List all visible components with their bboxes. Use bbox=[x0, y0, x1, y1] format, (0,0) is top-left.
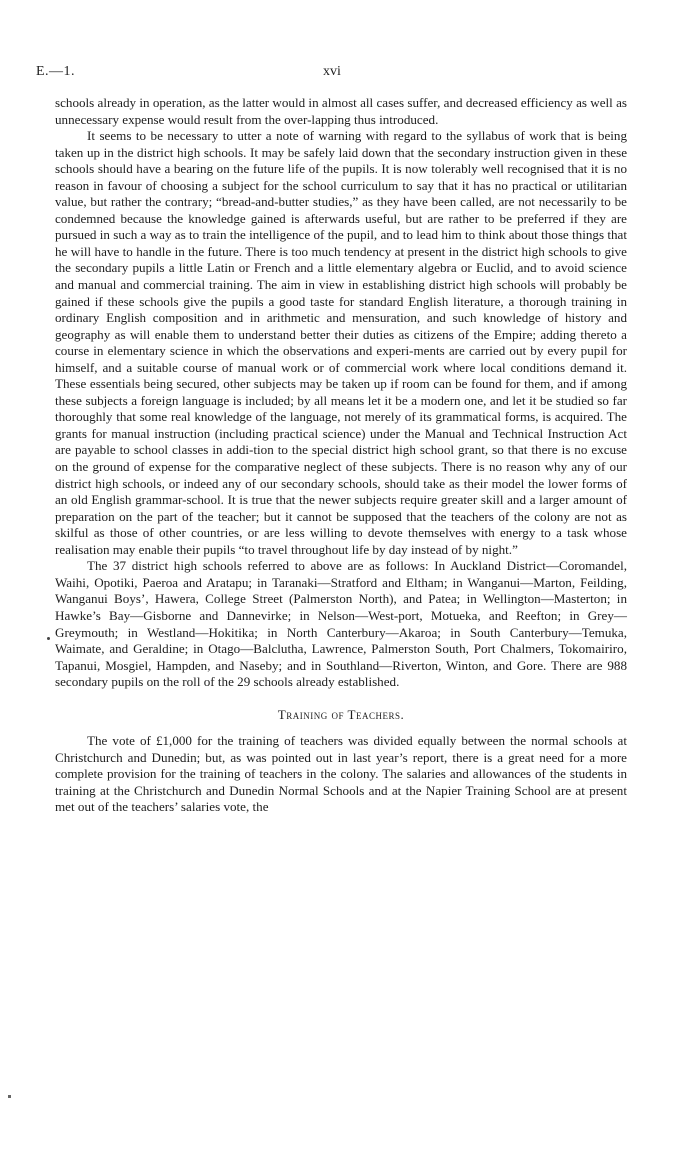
body-text bbox=[55, 95, 627, 816]
page-header bbox=[36, 64, 628, 84]
page-number: xvi bbox=[323, 64, 341, 79]
scan-edge-mark bbox=[8, 1095, 11, 1098]
document-reference: E.—1. bbox=[36, 64, 76, 79]
paragraph-school-list: The 37 district high schools referred to above are as follows: In Auckland District—Coromandel, Waihi, Opotiki, Paeroa and Aratapu; in Taranaki—Stratford and Eltham; in Wanganui—Marton, Feilding, Wanganui Boys’, Hawera, College Street (Palmerston North), and Patea; in Wellington—Masterton; in Hawke’s Bay—Gisborne and Dannevirke; in Nelson—West-port, Motueka, and Reefton; in Grey—Greymouth; in Westland—Hokitika; in North Canterbury—Akaroa; in South Canterbury—Temuka, Waimate, and Geraldine; in Otago—Balclutha, Lawrence, Palmerston South, Port Chalmers, Tokomairiro, Tapanui, Mosgiel, Hampden, and Naseby; and in Southland—Riverton, Winton, and Gore. There are 988 secondary pupils on the roll of the 29 schools already established. bbox=[55, 558, 627, 690]
paragraph-continued: schools already in operation, as the latter would in almost all cases suffer, and decreased efficiency as well as unnecessary expense would result from the over-lapping thus introduced. bbox=[55, 95, 628, 127]
section-heading: Training of Teachers. bbox=[277, 706, 405, 722]
margin-mark bbox=[47, 637, 50, 640]
paragraph-training-vote: The vote of £1,000 for the training of teachers was divided equally between the normal schools at Christchurch and Dunedin; but, as was pointed out in last year’s report, there is a great need for a more complete provision for the training of teachers in the colony. The salaries and allowances of the students in training at the Christchurch and Dunedin Normal Schools and at the Napier Training School are at present met out of the teachers’ salaries vote, the bbox=[55, 733, 627, 815]
paragraph-syllabus-warning: It seems to be necessary to utter a note of warning with regard to the syllabus of work that is being taken up in the district high schools. It may be safely laid down that the secondary instruction given in these schools should have a bearing on the future life of the pupils. It is now tolerably well recognised that it is no reason in favour of choosing a subject for the school curriculum to say that it has no practical or utilitarian value, but rather the contrary; “bread-and-butter studies,” as they have been called, are not necessarily to be condemned because the knowledge gained is afterwards useful, but are rather to be preferred if they are pursued in such a way as to train the intelligence of the pupil, and to lead him to think about those things that he will have to handle in the future. There is too much tendency at present in the district high schools to give the secondary pupils a little Latin or French and a little elementary algebra or Euclid, and to avoid science and manual and commercial training. The aim in view in establishing district high schools will probably be gained if these schools give the pupils a good taste for standard English literature, a thorough training in ordinary English composition and in arithmetic and mensuration, and such knowledge of history and geography as will enable them to understand better their duties as citizens of the Empire; adding thereto a course in elementary science in which the observations and experi-ments are carried out by every pupil for himself, and a suitable course of manual work or of commercial work where local conditions demand it. These essentials being secured, other subjects may be taken up if room can be found for them, and if among these subjects a foreign language is included; by all means let it be a modern one, and let it be studied so far thoroughly that some real knowledge of the language, not merely of its grammatical forms, is acquired. The grants for manual instruction (including practical science) under the Manual and Technical Instruction Act are payable to school classes in addi-tion to the special district high school grant, so that there is no excuse on the ground of expense for the comparative neglect of these subjects. There is no reason why any of our district high schools, or indeed any of our secondary schools, should take as their model the lower forms of an old English grammar-school. It is true that the newer subjects require greater skill and a larger amount of preparation on the part of the teacher; but it cannot be supposed that the teachers of the colony are not as skilful as those of other countries, or are less willing to devote themselves with energy to a task whose realisation may enable their pupils “to travel throughout life by day instead of by night.” bbox=[55, 128, 627, 557]
